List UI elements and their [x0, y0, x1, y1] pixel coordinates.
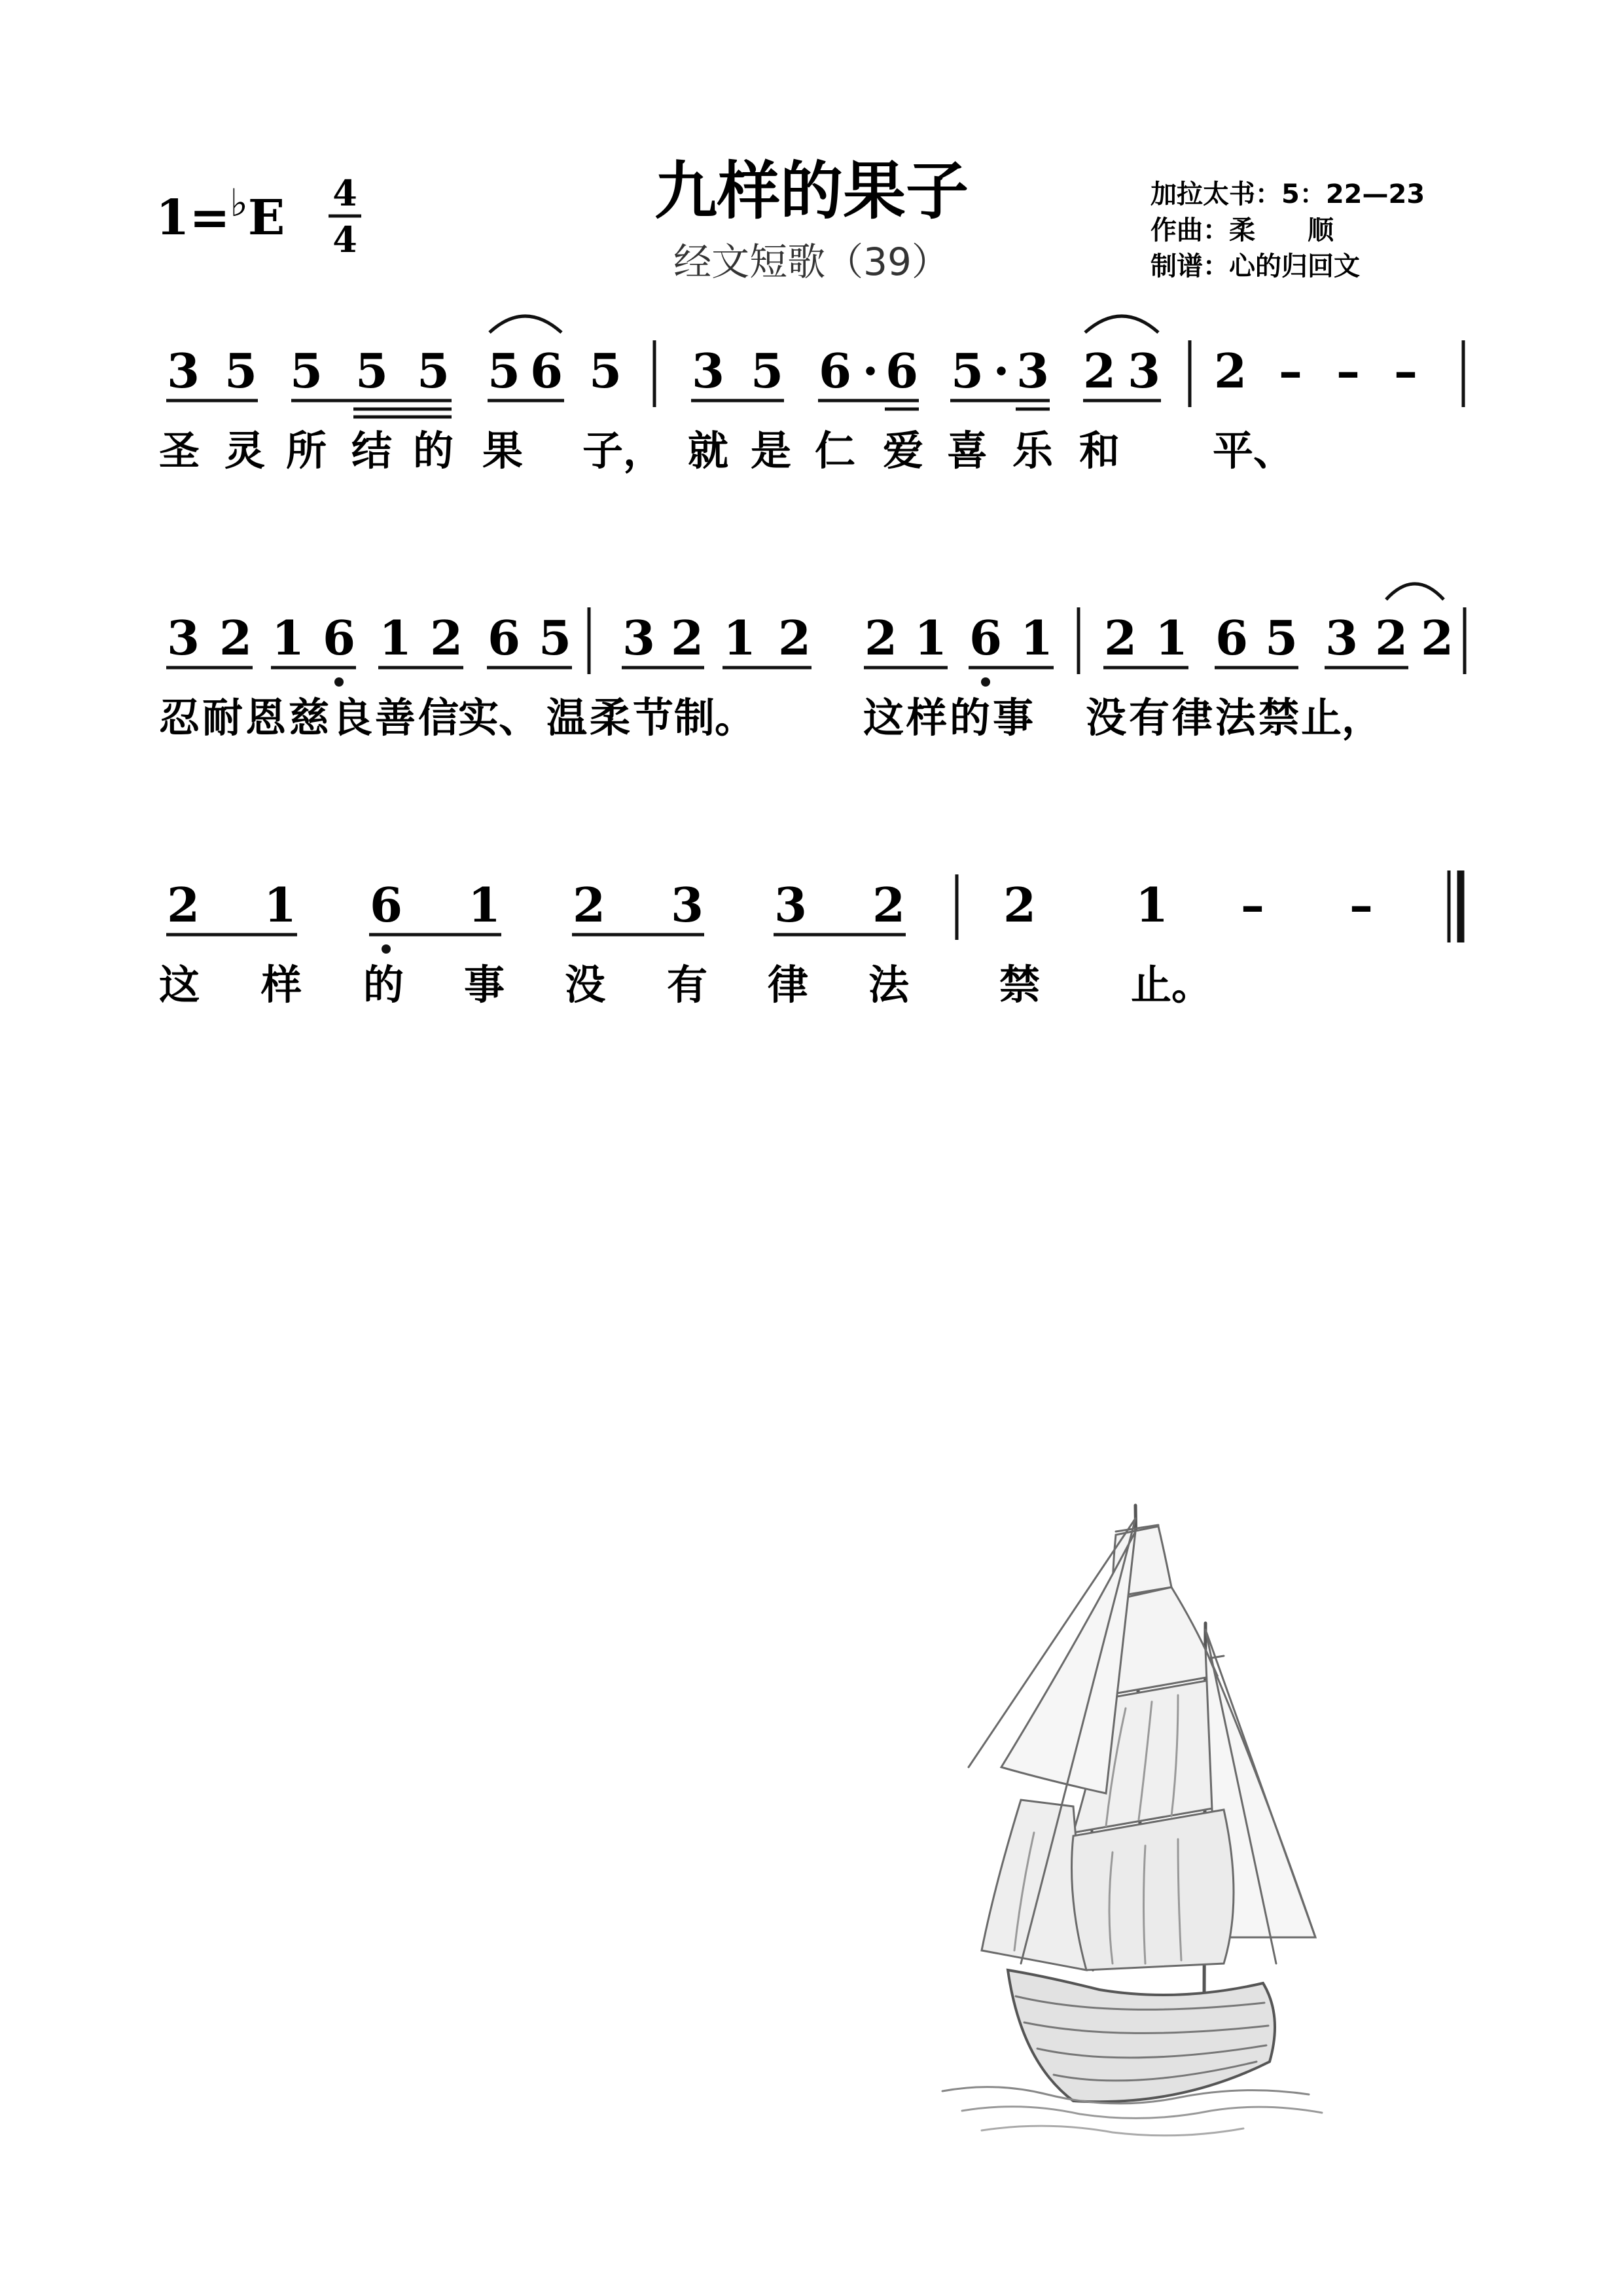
lyric: 和 [1079, 427, 1120, 475]
lyric: 这 [863, 694, 904, 742]
note: 1 [378, 610, 412, 666]
note: 2 [864, 610, 898, 666]
dash: – [1279, 343, 1302, 399]
credit-arranger: 制谱：心的归回文 [1150, 251, 1360, 281]
lyric: 温 [546, 694, 588, 742]
note: 3 [166, 343, 200, 399]
lyric: 仁 [814, 427, 856, 475]
lyric: 恩 [245, 694, 287, 742]
lyric: 就 [687, 427, 729, 475]
lyric: 忍 [158, 694, 200, 742]
note: 5 [750, 343, 784, 399]
note: 2 [166, 877, 200, 933]
credit-composer: 作曲：柔 顺 [1150, 215, 1334, 245]
note: 6 [487, 610, 521, 666]
lyric: 善 [374, 694, 416, 742]
note: 2 [1374, 610, 1408, 666]
note: 6 [322, 610, 356, 666]
score-row-3 [166, 870, 1461, 954]
lyrics-row-1 [159, 427, 1294, 475]
note: 2 [872, 877, 906, 933]
lyric: 没 [564, 961, 606, 1009]
note: 5 [1264, 610, 1298, 666]
note: 2 [429, 610, 463, 666]
lyric: 样 [260, 961, 302, 1009]
note: 3 [691, 343, 725, 399]
note: 3 [622, 610, 656, 666]
lyric: 有 [666, 961, 708, 1009]
lyrics-row-3 [159, 961, 1212, 1009]
lyric: 结 [351, 427, 393, 475]
lyric: 法 [868, 961, 910, 1009]
note: 1 [467, 877, 501, 933]
note: 6 [969, 610, 1003, 666]
lyric: 止， [1300, 694, 1383, 742]
time-signature-bottom: 4 [332, 219, 357, 260]
note: 1 [1020, 610, 1054, 666]
lyric: 果 [482, 427, 524, 475]
note: 5 [416, 343, 450, 399]
lyric: 事 [463, 961, 505, 1009]
score-row-1 [166, 316, 1463, 417]
dot: · [862, 343, 879, 399]
lyric: 事 [992, 694, 1034, 742]
lyric: 实、 [457, 694, 540, 742]
lyric: 的 [412, 427, 454, 475]
time-signature-top: 4 [332, 172, 357, 214]
note: 1 [271, 610, 305, 666]
note: 2 [219, 610, 253, 666]
note: 5 [487, 343, 521, 399]
note: 5 [355, 343, 389, 399]
lyric: 的 [363, 961, 404, 1009]
note: 3 [1016, 343, 1050, 399]
page-title: 九样的果子 [654, 154, 969, 228]
dash: – [1336, 343, 1360, 399]
note: 1 [1154, 610, 1188, 666]
lyric: 律 [1171, 694, 1213, 742]
lyric: 慈 [288, 694, 330, 742]
lyric: 圣 [158, 427, 200, 475]
note: 1 [1135, 877, 1169, 933]
note: 5 [289, 343, 323, 399]
lyric: 灵 [224, 427, 266, 475]
note: 6 [1215, 610, 1249, 666]
lyric: 这 [158, 961, 200, 1009]
note: 3 [1325, 610, 1359, 666]
lyric: 律 [767, 961, 809, 1009]
note: 6 [529, 343, 563, 399]
lyric: 有 [1128, 694, 1170, 742]
lyric: 制。 [673, 694, 756, 742]
lyric: 止。 [1130, 961, 1213, 1009]
lyric: 耐 [202, 694, 243, 742]
lyric: 禁 [1258, 694, 1300, 742]
note: 5 [588, 343, 622, 399]
note: 3 [774, 877, 808, 933]
note: 6 [818, 343, 852, 399]
lyric: 平、 [1212, 427, 1294, 475]
lyric: 所 [285, 427, 327, 475]
note: 1 [722, 610, 757, 666]
dot: · [993, 343, 1010, 399]
note: 6 [885, 343, 919, 399]
lyric: 乐 [1012, 427, 1054, 475]
note: 3 [166, 610, 200, 666]
lyric: 喜 [946, 427, 988, 475]
note: 3 [1127, 343, 1161, 399]
lyric: 柔 [589, 694, 631, 742]
credit-scripture: 加拉太书：5：22—23 [1150, 179, 1425, 209]
note: 5 [224, 343, 258, 399]
lyric: 爱 [882, 427, 924, 475]
score-row-2 [166, 584, 1465, 687]
note: 5 [950, 343, 984, 399]
note: 2 [1003, 877, 1037, 933]
lyric: 信 [418, 694, 459, 742]
lyric: 法 [1215, 694, 1257, 742]
note: 2 [572, 877, 606, 933]
note: 1 [263, 877, 297, 933]
dash: – [1241, 877, 1264, 933]
lyrics-row-2 [159, 694, 1382, 742]
note: 2 [1103, 610, 1137, 666]
key-signature: 1=♭E [156, 181, 285, 246]
dash: – [1349, 877, 1373, 933]
sailing-ship-illustration [942, 1505, 1322, 2136]
note: 1 [914, 610, 948, 666]
note: 2 [670, 610, 704, 666]
note: 2 [777, 610, 812, 666]
lyric: 节 [632, 694, 674, 742]
note: 3 [670, 877, 704, 933]
page-subtitle: 经文短歌（39） [673, 240, 950, 284]
header [156, 154, 1425, 284]
lyric: 的 [949, 694, 991, 742]
note: 5 [538, 610, 572, 666]
lyric: 禁 [999, 961, 1041, 1009]
lyric: 良 [331, 694, 373, 742]
note: 2 [1213, 343, 1247, 399]
dash: – [1394, 343, 1418, 399]
lyric: 样 [906, 694, 948, 742]
lyric: 是 [750, 427, 792, 475]
note: 2 [1420, 610, 1454, 666]
lyric: 子， [582, 427, 664, 475]
note: 6 [369, 877, 403, 933]
lyric: 没 [1085, 694, 1127, 742]
note: 2 [1082, 343, 1116, 399]
